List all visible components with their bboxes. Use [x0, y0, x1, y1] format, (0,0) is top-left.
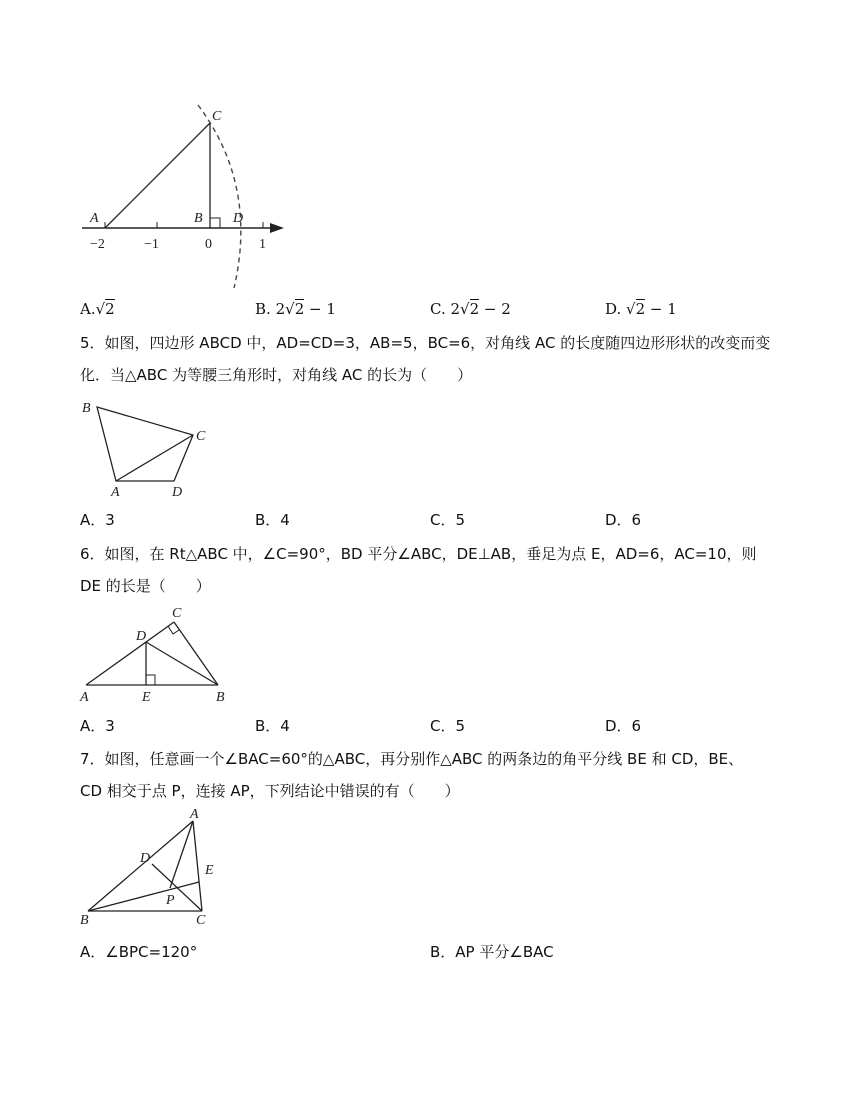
q7-option-a: A．∠BPC=120°: [80, 943, 198, 961]
q7-label-C: C: [196, 913, 206, 928]
q5-option-b: B．4: [255, 511, 290, 529]
q5-quadrilateral-figure: [80, 395, 220, 500]
q5-question-line2: 化．当△ABC 为等腰三角形时，对角线 AC 的长为（ ）: [80, 366, 473, 384]
q4-option-c: C. 2√2 − 2: [430, 300, 511, 318]
q4-tick-0: 0: [205, 237, 212, 252]
q7-label-P: P: [166, 893, 175, 908]
q6-question-line1: 6．如图，在 Rt△ABC 中，∠C=90°，BD 平分∠ABC，DE⊥AB，垂足为点 E，AD=6，AC=10，则: [80, 545, 757, 563]
q6-label-C: C: [172, 606, 182, 621]
q5-option-a: A．3: [80, 511, 115, 529]
q5-label-C: C: [196, 429, 206, 444]
q6-label-A: A: [80, 690, 89, 705]
q6-triangle-figure: [76, 605, 236, 705]
q7-question-line1: 7．如图，任意画一个∠BAC=60°的△ABC，再分别作△ABC 的两条边的角平分线 BE 和 CD，BE、: [80, 750, 744, 768]
q5-label-D: D: [172, 485, 183, 500]
q5-question-line1: 5．如图，四边形 ABCD 中，AD=CD=3，AB=5，BC=6，对角线 AC 的长度随四边形形状的改变而变: [80, 334, 771, 352]
q6-label-D: D: [136, 629, 147, 644]
q7-label-E: E: [205, 863, 214, 878]
q4-option-d: D. √2 − 1: [605, 300, 677, 318]
q4-option-b: B. 2√2 − 1: [255, 300, 336, 318]
q4-tick-neg1: −1: [144, 237, 159, 252]
q4-label-C: C: [212, 109, 222, 124]
q7-option-b: B．AP 平分∠BAC: [430, 943, 554, 961]
q6-question-line2: DE 的长是（ ）: [80, 577, 211, 595]
q5-label-B: B: [82, 401, 91, 416]
q4-number-line-figure: [70, 100, 310, 300]
q7-label-D: D: [140, 851, 151, 866]
q6-option-c: C．5: [430, 717, 466, 735]
q5-option-c: C．5: [430, 511, 466, 529]
q6-option-b: B．4: [255, 717, 290, 735]
q4-tick-neg2: −2: [90, 237, 105, 252]
q7-triangle-figure: [76, 807, 236, 930]
q6-option-a: A．3: [80, 717, 115, 735]
q6-label-E: E: [142, 690, 151, 705]
q4-label-B: B: [194, 211, 203, 226]
q7-label-B: B: [80, 913, 89, 928]
q5-option-d: D．6: [605, 511, 642, 529]
q7-label-A: A: [190, 807, 199, 822]
q5-label-A: A: [111, 485, 120, 500]
q4-option-a: A.√2: [80, 300, 115, 318]
q4-tick-1: 1: [259, 237, 266, 252]
q7-question-line2: CD 相交于点 P，连接 AP，下列结论中错误的有（ ）: [80, 782, 460, 800]
q6-label-B: B: [216, 690, 225, 705]
q4-label-D: D: [233, 211, 244, 226]
q4-label-A: A: [90, 211, 99, 226]
q6-option-d: D．6: [605, 717, 642, 735]
